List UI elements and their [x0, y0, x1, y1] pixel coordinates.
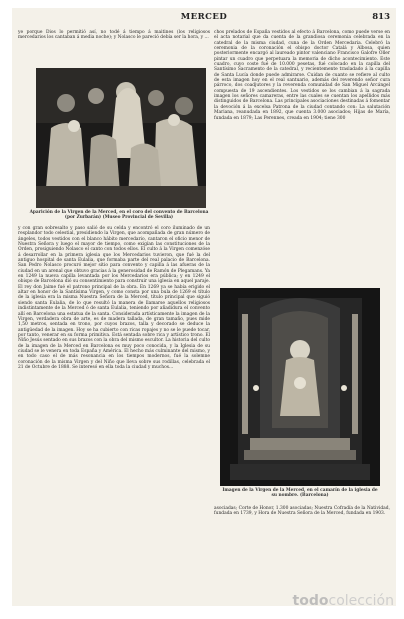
text-column-right-bottom: [214, 506, 390, 536]
text-column-left: [18, 226, 210, 596]
watermark-logo: [293, 593, 394, 609]
text-column-right-top: [214, 30, 390, 280]
painting-figure: [36, 68, 206, 208]
paragraph: chos prelados de España vestidos al efecto á Barcelona, como puede verse en el acta notarial que da cuenta de la grandiosa ceremonia celebrada en la catedral de la misma ciudad, cuna de la Orden Mercedaria. Celebró la ceremonia de la coronación el obispo doctor Catalá y Albosa, quien posteriormente encargó al laureado pintor valenciano Francisco Galofre Oller pintar un cuadro que perpetuara la memoria de dicho acontecimiento. Este cuadro, cuyo coste fué de 10.000 pesetas, fué colocado en la capilla del Santísimo Sacramento de la catedral, y recientemente trasladado á la capilla de Santa Lucía donde puede admirarse. Cuidan de cuanto se refiere al culto de esta imagen hoy en el real santuario, además del reverendo señor cura párroco, dos coadjutores y la reverenda comunidad de San Miguel Arcángel compuesta de 19 ascendientes. Los vestidos se los cambian á la sagrada imagen los señores camareras, entre las cuales se cuentan los apellidos más distinguidos de Barcelona. Las principales asociaciones destinadas á fomentar la devoción á la excelsa Patrona de la ciudad contando con: La salutación Mariana, reanudada en 1892, que cuenta 3.000 asociados; Hijas de María, fundada en 1879; Las Perennes, creada en 1904; tiene 300: [214, 30, 390, 121]
document-page: [12, 8, 396, 606]
paragraph: ye porque Dios lo permitió así, no todé á tiempo á maitines (los religiosos mercedarios los cantaban á media noche); y Nolasco le pareció debía ser la hora, y ...: [18, 30, 210, 41]
painting-caption: Aparición de la Virgen de la Merced, en el coro del convento de Barcelona (por Zurbarán) (Museo Provincial de Sevilla): [29, 210, 209, 221]
page-number: 813: [372, 12, 390, 22]
paragraph: y con gran sobresalto y paso salió de su celda y encontró el coro iluminado de un resplandor todo celestial, presidiendo la Virgen, que acompañada de gran número de ángeles, todos vestidos con el blanco hábito mercedario, cantaron el oficio menor de Nuestra Señora y luego el mayor de tiempo, como exigían las constituciones de la Orden, prosiguiendo Nolasco el canto con todos ellos. El culto á la Virgen comenzóse á desarrollar en la primera iglesia que los Mercedarios tuvieron, que fué la del antiguo hospital de santa Eulalia, que formaba parte del real palacio de Barcelona. San Pedro Nolasco procuró mejor sitio para convento y capilla á las afueras de la ciudad en un arenal que obtuvo gracias á la generosidad de Ramón de Plegamans. Ya en 1249 la nueva capilla levantada por los Mercedarios era pública; y en 1249 el obispo de Barcelona dió su consentimiento para construir una iglesia en aquel paraje. El rey don Jaime fué el patrono principal de la obra. En 1269 ya se había erigido el altar en honor de la Santísima Virgen, y como consta por una bula de 1269 el título de la iglesia era la misma Nuestra Señora de la Merced, título principal que siguió siendo santa Eulalia, de lo que resultó la manera de llamarse aquellos religiosos indistintamente de la Merced ó de santa Eulalia, teniendo por añadidura el convento allí en Barcelona una estatua de la santa. Considerada artísticamente la imagen de la Virgen, verdadera obra de arte, es de madera tallada, de gran tamaño, pues mide 1,50 metros, sentada en trono, por cuyos brazos, talla y decorado se deduce la antigüedad de la imagen. Hoy se ha cubierto con ricas ropajes y no se le puede tocar, por tanto, venerar en su forma primitiva. Está sentada sobre rica y artístico trono. El Niño Jesús sentado en sus brazos con la obra del mismo escultor. La historia del culto de la imagen de la Merced en Barcelona es muy poco conocida, y la Iglesia de su ciudad se le venera en toda España y América. El hecho más culminante del mismo, y en todo caso el de más resonancia en los tiempos modernos, fué la solemne coronación de la misma Virgen y del Niño que lleva sobre sus rodillas, celebrada el 21 de Octubre de 1888. Se interesó en ella toda la ciudad y muchos...: [18, 226, 210, 370]
page-header-title: MERCED: [180, 12, 228, 22]
painting-image: [36, 68, 206, 208]
statue-image: [220, 288, 380, 486]
watermark-prefix: todo: [292, 593, 329, 609]
paragraph: asociadas; Corte de Honor, 1.300 asociadas; Nuestra Cofradía de la Natividad, fundada en 1739, y Hora de Nuestra Señora de la Merced, fundada en 1903.: [214, 506, 390, 517]
watermark-suffix: colección: [328, 593, 394, 609]
statue-figure: [220, 288, 380, 486]
statue-caption: Imagen de la Virgen de la Merced, en el camarín de la iglesia de su nombre. (Barcelona): [222, 488, 378, 499]
text-block-top-left: [18, 30, 210, 64]
